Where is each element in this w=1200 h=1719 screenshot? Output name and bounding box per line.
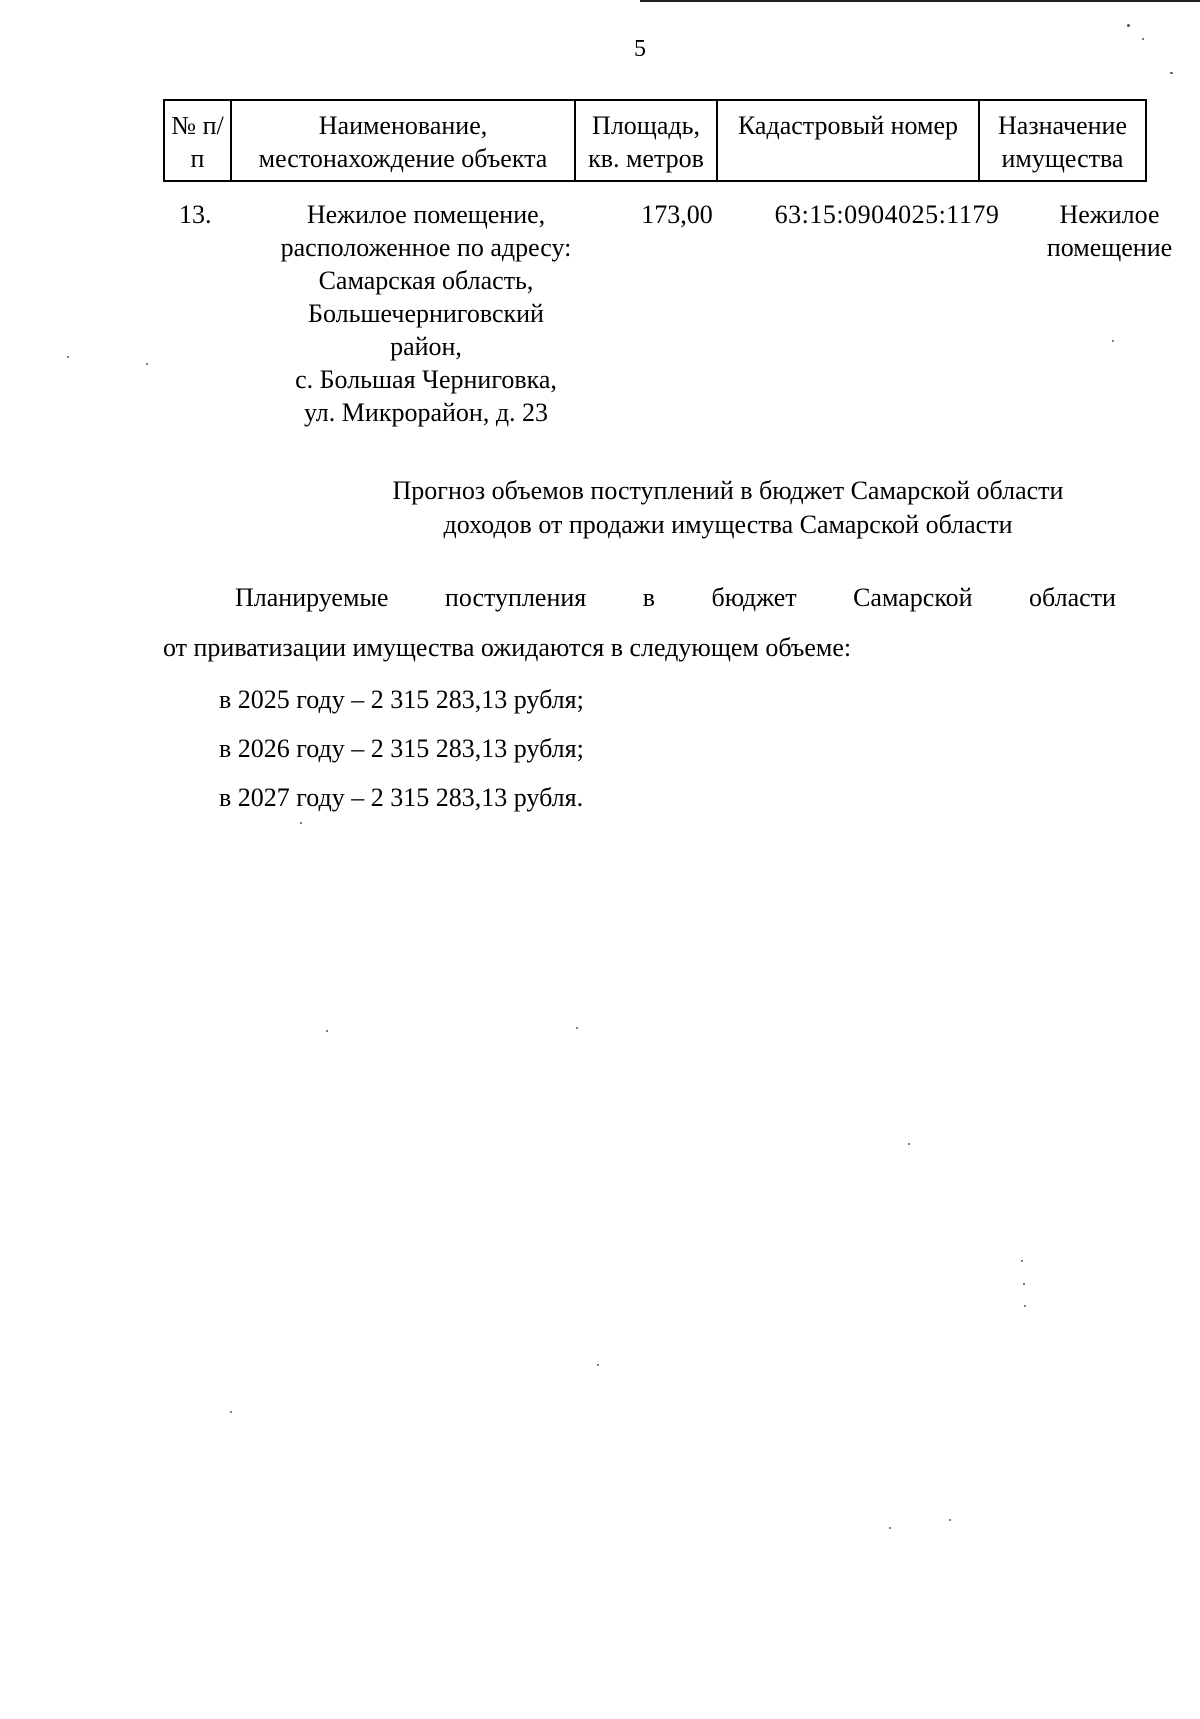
paragraph-word: поступления bbox=[444, 583, 587, 612]
row-name-line: расположенное по адресу: bbox=[280, 233, 572, 262]
scan-speck bbox=[1024, 1305, 1026, 1307]
section-heading bbox=[163, 474, 1200, 542]
scan-speck bbox=[949, 1519, 951, 1521]
scan-speck bbox=[576, 1027, 578, 1029]
paragraph-word: области bbox=[1029, 583, 1116, 612]
scan-speck bbox=[1023, 1283, 1025, 1285]
row-cadastral: 63:15:0904025:1179 bbox=[774, 200, 1000, 229]
row-name-line: район, bbox=[390, 332, 462, 361]
property-table-body bbox=[163, 198, 1197, 429]
scan-speck bbox=[326, 1030, 328, 1032]
section-heading-line-1: Прогноз объемов поступлений в бюджет Самарской области bbox=[392, 476, 1064, 505]
forecast-paragraph bbox=[163, 573, 1116, 673]
paragraph-word: в bbox=[642, 583, 656, 612]
scan-speck bbox=[67, 356, 69, 358]
header-name bbox=[231, 100, 575, 181]
scan-top-rule bbox=[640, 0, 1200, 2]
forecast-item: в 2026 году – 2 315 283,13 рубля; bbox=[219, 734, 584, 763]
scan-speck bbox=[1170, 72, 1173, 74]
row-area: 173,00 bbox=[641, 200, 713, 229]
section-heading-line-2: доходов от продажи имущества Самарской области bbox=[443, 510, 1013, 539]
scan-speck bbox=[300, 822, 302, 824]
scan-speck bbox=[889, 1527, 891, 1529]
row-name-line: с. Большая Черниговка, bbox=[295, 365, 557, 394]
scan-speck bbox=[1142, 38, 1144, 40]
table-row bbox=[163, 198, 1197, 429]
row-purpose bbox=[1022, 198, 1197, 429]
header-name-label: Наименование, местонахождение объекта bbox=[258, 111, 548, 173]
header-area-label: Площадь, кв. метров bbox=[588, 111, 704, 173]
header-num bbox=[164, 100, 231, 181]
header-purpose bbox=[979, 100, 1146, 181]
scan-speck bbox=[908, 1143, 910, 1145]
row-name-line: Большечерниговский bbox=[308, 299, 544, 328]
header-area bbox=[575, 100, 717, 181]
row-name-line: Нежилое помещение, bbox=[306, 200, 546, 229]
forecast-item: в 2025 году – 2 315 283,13 рубля; bbox=[219, 685, 584, 714]
scan-speck bbox=[597, 1364, 599, 1366]
page-number: 5 bbox=[634, 36, 646, 62]
row-purpose-line: помещение bbox=[1046, 233, 1173, 262]
paragraph-first-line bbox=[163, 573, 1116, 623]
row-name bbox=[250, 198, 602, 429]
header-cadastral bbox=[717, 100, 979, 181]
forecast-item: в 2027 году – 2 315 283,13 рубля. bbox=[219, 783, 584, 812]
header-num-label: № п/п bbox=[171, 111, 224, 173]
scan-speck bbox=[1021, 1260, 1023, 1262]
table-header-row bbox=[164, 100, 1146, 181]
property-table-header bbox=[163, 99, 1147, 182]
row-num: 13. bbox=[179, 200, 212, 229]
row-name-line: Самарская область, bbox=[318, 266, 534, 295]
row-name-line: ул. Микрорайон, д. 23 bbox=[303, 398, 549, 427]
paragraph-word: Самарской bbox=[853, 583, 973, 612]
row-purpose-line: Нежилое bbox=[1059, 200, 1160, 229]
scan-speck bbox=[230, 1411, 232, 1413]
paragraph-second-line: от приватизации имущества ожидаются в следующем объеме: bbox=[163, 633, 852, 662]
scan-speck bbox=[146, 363, 148, 365]
header-purpose-label: Назначение имущества bbox=[998, 111, 1127, 173]
paragraph-word: бюджет bbox=[711, 583, 797, 612]
paragraph-word: Планируемые bbox=[235, 583, 389, 612]
scan-speck bbox=[1127, 24, 1130, 27]
scan-speck bbox=[1112, 340, 1114, 342]
forecast-list bbox=[219, 675, 584, 822]
header-cadastral-label: Кадастровый номер bbox=[737, 111, 959, 140]
